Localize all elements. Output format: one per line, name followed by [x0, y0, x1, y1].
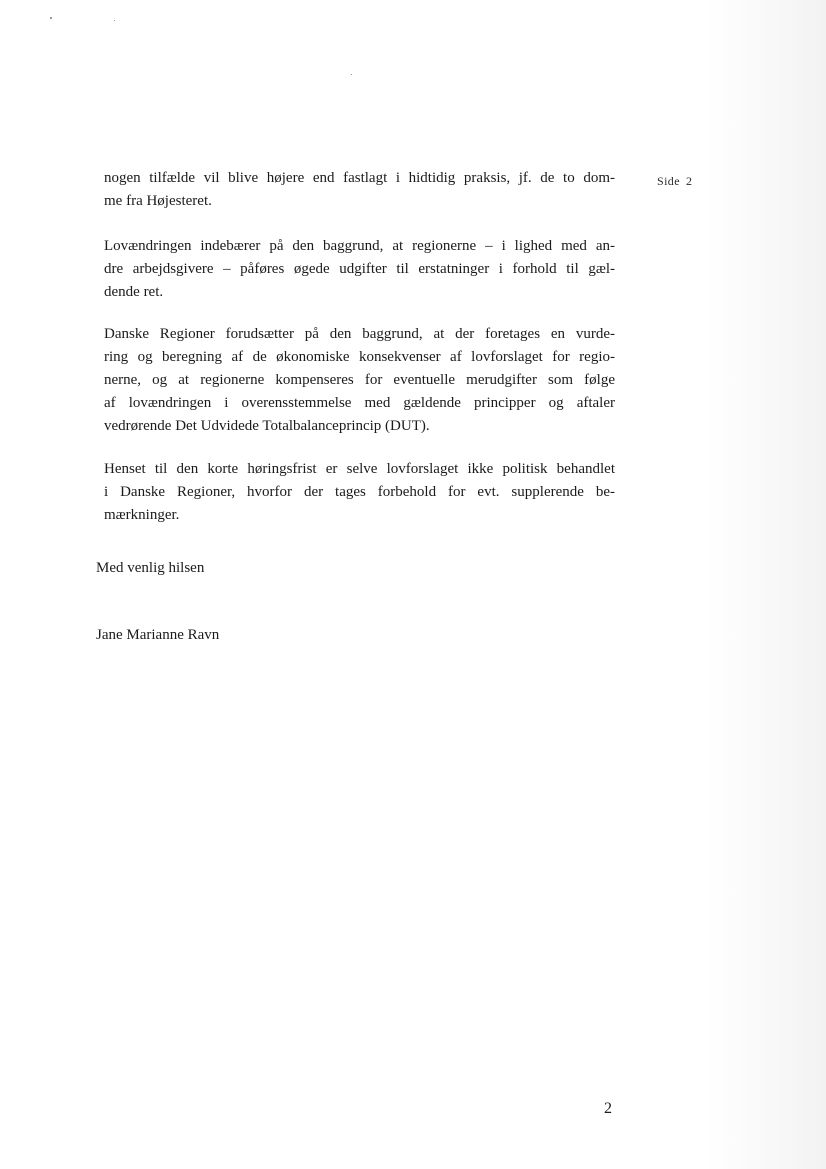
paragraph-line: ring og beregning af de økonomiske konsekvenser af lovforslaget for regio- — [104, 349, 615, 365]
paragraph-2 — [104, 235, 615, 304]
paragraph-line: vedrørende Det Udvidede Totalbalanceprincip (DUT). — [104, 418, 430, 434]
scan-shadow — [706, 0, 826, 1169]
paragraph-line: nogen tilfælde vil blive højere end fastlagt i hidtidig praksis, jf. de to dom- — [104, 170, 615, 186]
page-side-label — [657, 174, 692, 189]
paragraph-3 — [104, 323, 615, 438]
paragraph-line: me fra Højesteret. — [104, 193, 212, 209]
side-label-text: Side — [657, 174, 680, 188]
paragraph-line: af lovændringen i overensstemmelse med gældende principper og aftaler — [104, 395, 615, 411]
paragraph-line: dende ret. — [104, 284, 164, 300]
side-label-number: 2 — [685, 174, 693, 188]
signer-name: Jane Marianne Ravn — [96, 627, 220, 643]
paragraph-4 — [104, 458, 615, 527]
paragraph-1 — [104, 167, 615, 213]
scan-speck — [351, 74, 352, 75]
paragraph-line: i Danske Regioner, hvorfor der tages forbehold for evt. supplerende be- — [104, 484, 615, 500]
paragraph-line: mærkninger. — [104, 507, 180, 523]
paragraph-line: dre arbejdsgivere – påføres øgede udgifter til erstatninger i forhold til gæl- — [104, 261, 615, 277]
paragraph-line: Lovændringen indebærer på den baggrund, at regionerne – i lighed med an- — [104, 238, 615, 254]
scan-speck — [114, 20, 115, 21]
closing-greeting: Med venlig hilsen — [96, 560, 205, 576]
paragraph-line: Danske Regioner forudsætter på den baggrund, at der foretages en vurde- — [104, 326, 615, 342]
paragraph-line: nerne, og at regionerne kompenseres for eventuelle merudgifter som følge — [104, 372, 615, 388]
page-number: 2 — [604, 1100, 612, 1117]
paragraph-line: Henset til den korte høringsfrist er selve lovforslaget ikke politisk behandlet — [104, 461, 615, 477]
scan-speck — [50, 17, 52, 19]
